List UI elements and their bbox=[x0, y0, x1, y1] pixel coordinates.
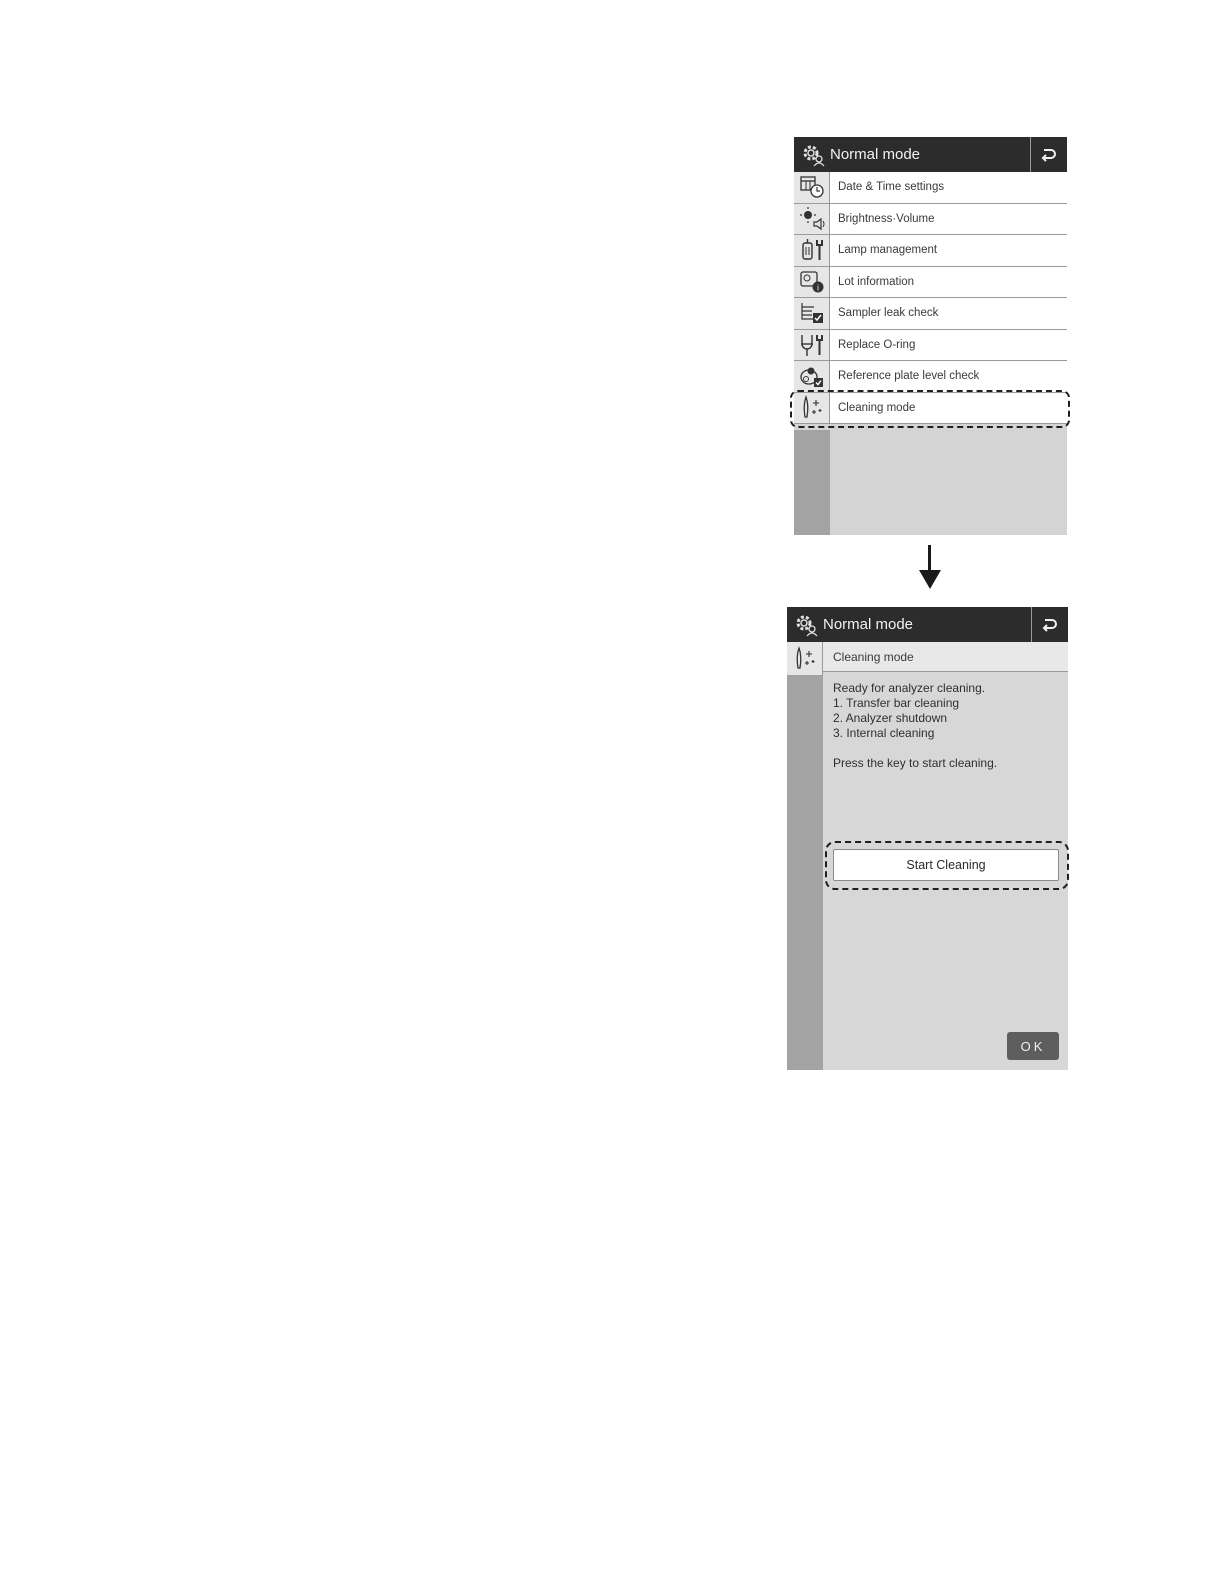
gear-user-icon bbox=[800, 142, 826, 168]
message-line: Press the key to start cleaning. bbox=[833, 756, 998, 770]
settings-menu bbox=[794, 172, 1067, 424]
svg-text:i: i bbox=[816, 283, 819, 293]
screen-title: Normal mode bbox=[823, 616, 914, 633]
gear-user-icon bbox=[793, 612, 819, 638]
lot-info-icon bbox=[794, 267, 830, 298]
menu-item-label: Lot information bbox=[838, 275, 915, 288]
highlight-cleaning-mode bbox=[790, 390, 1070, 428]
return-icon bbox=[1040, 615, 1060, 635]
message-line: 2. Analyzer shutdown bbox=[833, 711, 948, 725]
section-header: Cleaning mode bbox=[823, 642, 1068, 672]
message-line: 1. Transfer bar cleaning bbox=[833, 696, 960, 710]
lamp-wrench-icon bbox=[794, 235, 830, 266]
sampler-check-icon bbox=[794, 298, 830, 329]
reference-plate-check-icon bbox=[794, 361, 830, 392]
menu-item-date-time[interactable] bbox=[794, 172, 1067, 204]
start-cleaning-button[interactable]: Start Cleaning bbox=[833, 849, 1059, 881]
message-line bbox=[833, 741, 997, 756]
down-arrow-icon bbox=[919, 570, 941, 589]
menu-item-brightness-volume[interactable] bbox=[794, 204, 1067, 236]
menu-item-label: Reference plate level check bbox=[838, 370, 980, 382]
title-bar bbox=[787, 607, 1068, 642]
normal-mode-menu-screen bbox=[794, 137, 1067, 535]
cleaning-mode-screen bbox=[787, 607, 1068, 1070]
ok-button[interactable]: OK bbox=[1007, 1032, 1059, 1060]
back-button[interactable] bbox=[1031, 607, 1068, 642]
screen-title: Normal mode bbox=[830, 146, 921, 163]
menu-item-label: Replace O-ring bbox=[838, 338, 916, 351]
menu-item-replace-o-ring[interactable] bbox=[794, 330, 1067, 362]
menu-item-label: Sampler leak check bbox=[838, 307, 939, 319]
message-line: 3. Internal cleaning bbox=[833, 726, 935, 740]
menu-item-label: Cleaning mode bbox=[838, 401, 916, 414]
menu-item-lot-information[interactable] bbox=[794, 267, 1067, 299]
cleaning-brush-icon bbox=[787, 642, 823, 675]
back-button[interactable] bbox=[1030, 137, 1067, 172]
calendar-clock-icon bbox=[794, 172, 830, 203]
down-arrow-shaft bbox=[928, 545, 931, 572]
message-line: Ready for analyzer cleaning. bbox=[833, 681, 986, 695]
menu-item-sampler-leak-check[interactable] bbox=[794, 298, 1067, 330]
return-icon bbox=[1039, 145, 1059, 165]
menu-sidebar-filler bbox=[794, 430, 830, 535]
menu-item-label: Brightness·Volume bbox=[838, 212, 935, 225]
brightness-volume-icon bbox=[794, 204, 830, 235]
menu-item-lamp-management[interactable] bbox=[794, 235, 1067, 267]
highlight-start-cleaning bbox=[825, 841, 1069, 890]
menu-item-label: Lamp management bbox=[838, 244, 938, 256]
instruction-message bbox=[833, 681, 997, 771]
menu-item-reference-plate-level-check[interactable] bbox=[794, 361, 1067, 393]
title-bar bbox=[794, 137, 1067, 172]
oring-wrench-icon bbox=[794, 330, 830, 361]
side-panel bbox=[787, 642, 823, 1070]
menu-item-label: Date & Time settings bbox=[838, 181, 945, 193]
